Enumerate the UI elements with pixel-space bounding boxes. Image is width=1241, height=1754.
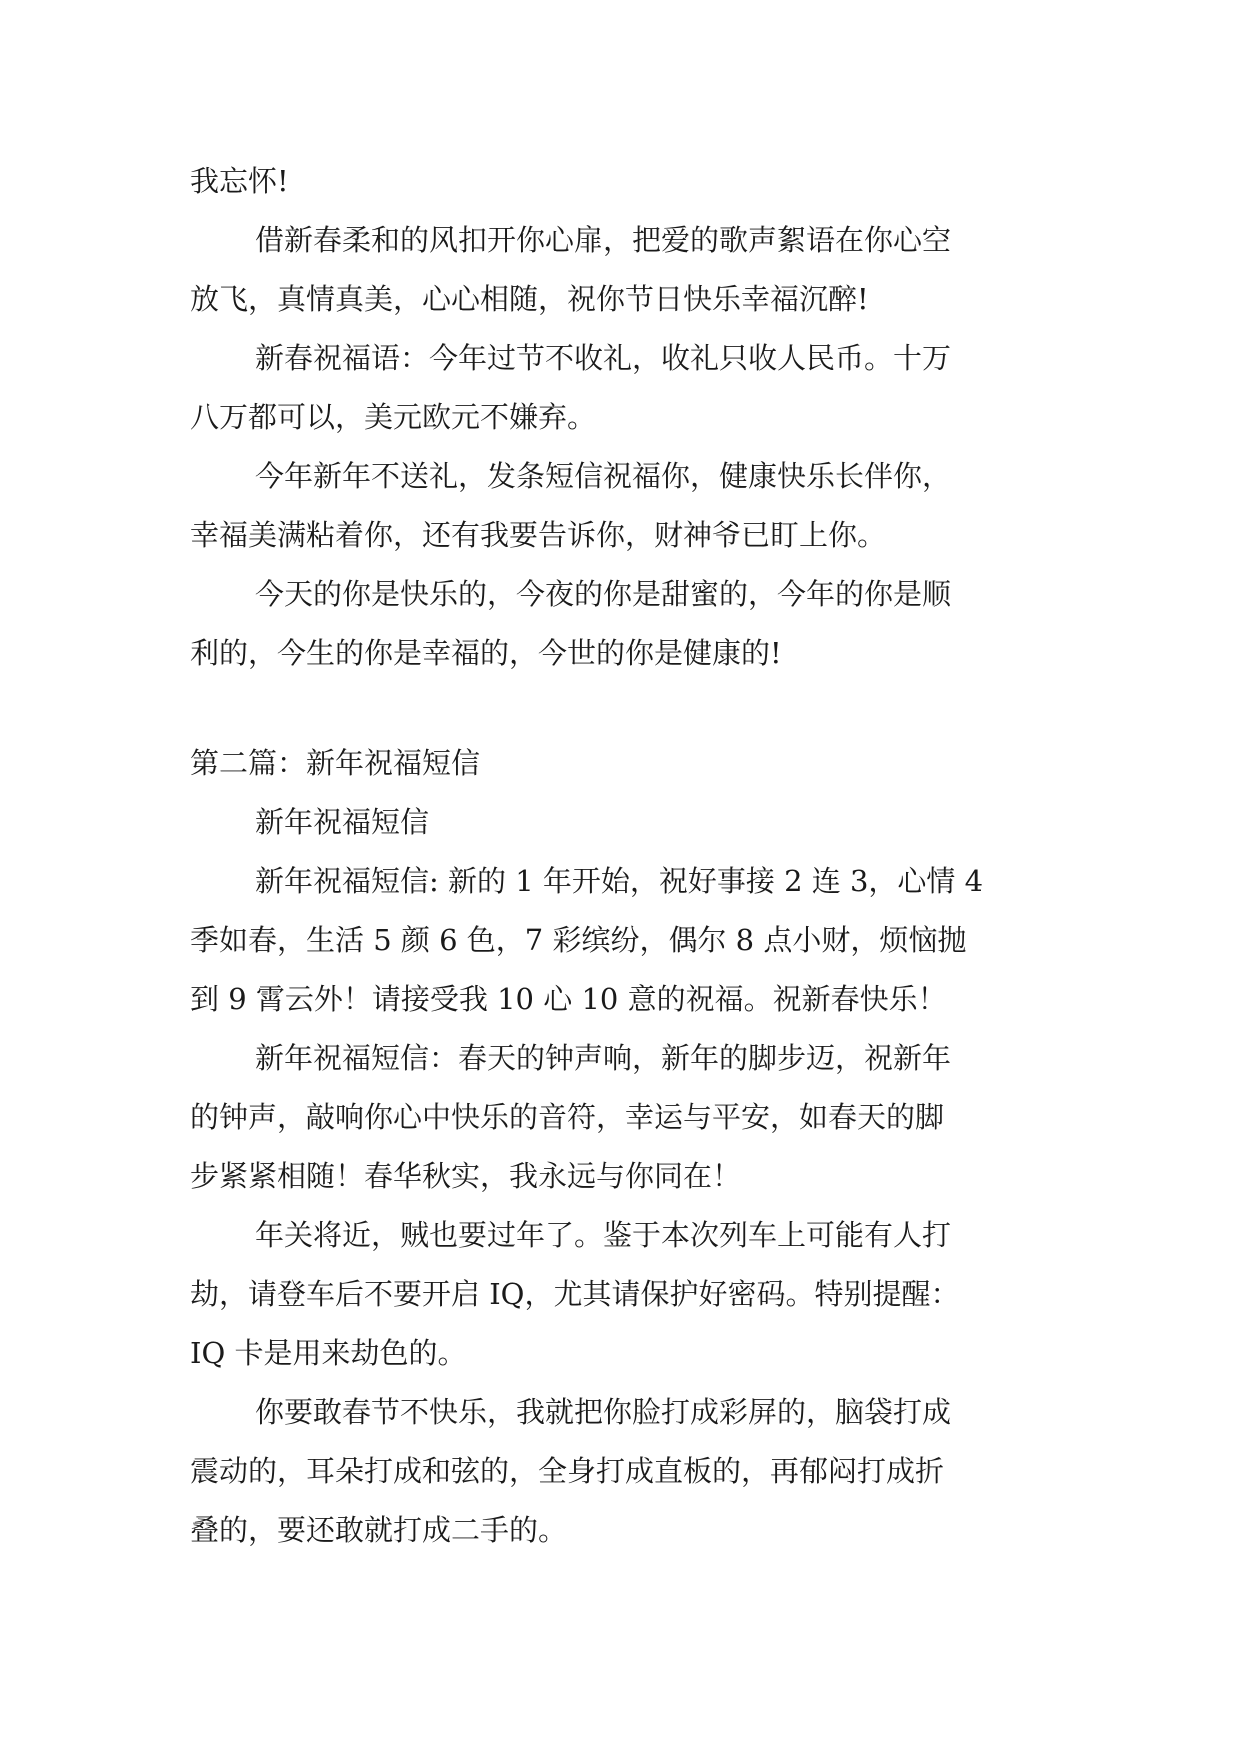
paragraph-line: 新春祝福语：今年过节不收礼，收礼只收人民币。十万: [255, 341, 952, 375]
paragraph-line: 到 9 霄云外！请接受我 10 心 10 意的祝福。祝新春快乐！: [190, 982, 947, 1016]
section-title: 新年祝福短信: [255, 805, 430, 839]
paragraph-line: 新年祝福短信：春天的钟声响，新年的脚步迈，祝新年: [255, 1041, 952, 1075]
paragraph-line: 放飞，真情真美，心心相随，祝你节日快乐幸福沉醉!: [190, 282, 869, 316]
section-heading: 第二篇：新年祝福短信: [190, 746, 481, 780]
paragraph-line: 新年祝福短信: 新的 1 年开始，祝好事接 2 连 3，心情 4: [255, 864, 984, 898]
paragraph-line: 劫，请登车后不要开启 IQ，尤其请保护好密码。特别提醒：: [190, 1277, 960, 1311]
paragraph-line: IQ 卡是用来劫色的。: [190, 1336, 467, 1370]
paragraph-line: 今年新年不送礼，发条短信祝福你，健康快乐长伴你，: [255, 459, 952, 493]
paragraph-line: 年关将近，贼也要过年了。鉴于本次列车上可能有人打: [255, 1218, 952, 1252]
paragraph-line: 借新春柔和的风扣开你心扉，把爱的歌声絮语在你心空: [255, 223, 952, 257]
paragraph-line: 八万都可以，美元欧元不嫌弃。: [190, 400, 597, 434]
paragraph-line: 今天的你是快乐的，今夜的你是甜蜜的，今年的你是顺: [255, 577, 952, 611]
paragraph-line: 利的，今生的你是幸福的，今世的你是健康的!: [190, 636, 782, 670]
paragraph-line: 震动的，耳朵打成和弦的，全身打成直板的，再郁闷打成折: [190, 1454, 945, 1488]
paragraph-line: 步紧紧相随！春华秋实，我永远与你同在！: [190, 1159, 742, 1193]
paragraph-line: 季如春，生活 5 颜 6 色，7 彩缤纷，偶尔 8 点小财，烦恼抛: [190, 923, 967, 957]
paragraph-line: 叠的，要还敢就打成二手的。: [190, 1513, 568, 1547]
paragraph-line: 幸福美满粘着你，还有我要告诉你，财神爷已盯上你。: [190, 518, 887, 552]
paragraph-line: 的钟声，敲响你心中快乐的音符，幸运与平安，如春天的脚: [190, 1100, 945, 1134]
fragment-line: 我忘怀!: [190, 164, 289, 198]
paragraph-line: 你要敢春节不快乐，我就把你脸打成彩屏的，脑袋打成: [255, 1395, 952, 1429]
